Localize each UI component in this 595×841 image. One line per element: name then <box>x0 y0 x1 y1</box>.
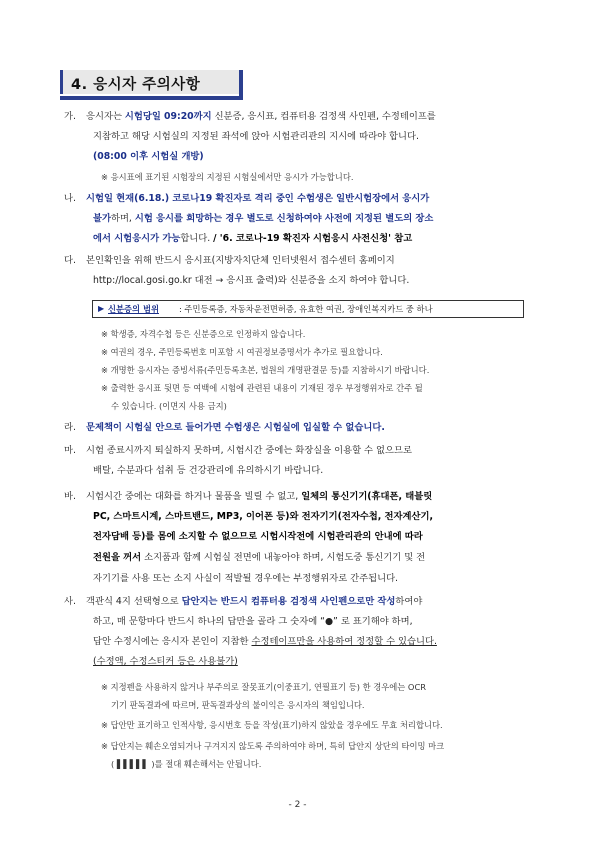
item-na-reference: / '6. 코로나-19 확진자 시험응시 사전신청' 참고 <box>213 233 413 244</box>
item-marker-ba: 바. <box>64 491 76 502</box>
item-na-line-2 <box>93 213 433 225</box>
item-marker-ra: 라. <box>64 422 76 433</box>
item-ba-line-2: PC, 스마트시계, 스마트밴드, MP3, 이어폰 등)와 전자기기(전자수첩, 전자계산기, <box>93 511 433 522</box>
id-range-label: 신분증의 범위 <box>108 304 159 314</box>
item-sa-note: ※ 답안만 표기하고 인적사항, 응시번호 등을 작성(표기)하지 않았을 경우에도 무효 처리합니다. <box>101 720 443 730</box>
item-sa-text: 객관식 4지 선택형으로 <box>86 596 182 607</box>
item-na-emph: 불가 <box>93 213 111 224</box>
item-sa-note: ※ 답안지는 훼손오염되거나 구겨지지 않도록 주의하여야 하며, 특히 답안지 상단의 타이밍 마크 <box>101 741 445 751</box>
item-sa-note: ※ 지정펜을 사용하지 않거나 부주의로 잘못표기(이중표기, 연필표기 등) 한 경우에는 OCR <box>101 682 427 692</box>
section-header <box>60 70 239 94</box>
item-sa-text: 답안 수정시에는 응시자 본인이 지참한 <box>93 636 252 647</box>
item-marker-ma: 마. <box>64 445 76 456</box>
item-sa-note: ( ▌▌▌▌▌ )를 절대 훼손해서는 안됩니다. <box>111 759 262 769</box>
triangle-icon: ▶ <box>98 304 105 313</box>
item-ba-line-1 <box>86 491 432 503</box>
item-na-text: 하며, <box>110 213 135 224</box>
item-ga-line-2: 지참하고 해당 시험실의 지정된 좌석에 앉아 시험관리관의 지시에 따라야 합니다. <box>93 131 419 142</box>
item-ma-line-1: 시험 종료시까지 퇴실하지 못하며, 시험시간 중에는 화장실을 이용할 수 없으므로 <box>86 445 412 456</box>
item-ga-note: ※ 응시표에 표기된 시험장의 지정된 시험실에서만 응시가 가능합니다. <box>101 172 354 182</box>
item-ga-deadline: 시험당일 09:20까지 <box>124 111 212 122</box>
item-ba-emph: 일체의 통신기기(휴대폰, 태블릿 <box>301 491 433 502</box>
id-range-box <box>92 300 524 318</box>
item-marker-sa: 사. <box>64 596 76 607</box>
item-ba-emph: 전원을 꺼서 <box>93 552 142 563</box>
item-sa-line-3 <box>93 636 437 648</box>
item-na-line-1: 시험일 현재(6.18.) 코로나19 확진자로 격리 중인 수험생은 일반시험장에서 응시가 <box>86 193 430 204</box>
item-sa-underlined: 수정테이프만을 사용하여 정정할 수 있습니다. <box>251 636 437 647</box>
item-na-emph: 시험 응시를 희망하는 경우 별도로 신청하여야 사전에 지정된 별도의 장소 <box>134 213 434 224</box>
item-ba-line-3: 전자담배 등)를 몸에 소지할 수 없으므로 시험시작전에 시험관리관의 안내에 따라 <box>93 531 423 542</box>
item-da-note: ※ 개명한 응시자는 증빙서류(주민등록초본, 법원의 개명판결문 등)를 지참하시기 바랍니다. <box>101 365 430 375</box>
item-ba-line-5: 자기기를 사용 또는 소지 사실이 적발될 경우에는 부정행위자로 간주됩니다. <box>93 573 399 584</box>
item-marker-ga: 가. <box>64 111 76 122</box>
item-da-note: ※ 출력한 응시표 뒷면 등 여백에 시험에 관련된 내용이 기재된 경우 부정행위자로 간주 될 <box>101 383 423 393</box>
item-ma-line-2: 배탈, 수분과다 섭취 등 건강관리에 유의하시기 바랍니다. <box>93 465 324 476</box>
id-range-text: : 주민등록증, 자동차운전면허증, 유효한 여권, 장애인복지카드 중 하나 <box>179 304 433 314</box>
item-ga-line-3: (08:00 이후 시험실 개방) <box>93 151 204 162</box>
item-da-note: ※ 학생증, 자격수첩 등은 신분증으로 인정하지 않습니다. <box>101 329 306 339</box>
header-accent-bottom <box>60 96 243 100</box>
item-sa-line-4: (수정액, 수정스티커 등은 사용불가) <box>93 656 238 667</box>
item-na-line-3 <box>93 233 412 245</box>
item-da-line-2: http://local.gosi.go.kr 대전 → 응시표 출력)와 신분증을 소지 하여야 합니다. <box>93 275 410 286</box>
item-na-emph: 에서 시험응시가 가능 <box>93 233 181 244</box>
item-ga-line-1 <box>86 111 436 123</box>
item-sa-note: 기기 판독결과에 따르며, 판독결과상의 불이익은 응시자의 책임입니다. <box>111 700 365 710</box>
item-sa-text: 하여야 <box>395 596 423 607</box>
item-sa-line-1 <box>86 596 422 608</box>
item-ba-text: 시험시간 중에는 대화를 하거나 물품을 빌릴 수 없고, <box>86 491 302 502</box>
item-ra-line-1: 문제책이 시험실 안으로 들어가면 수험생은 시험실에 입실할 수 없습니다. <box>86 422 385 433</box>
item-sa-emph: 답안지는 반드시 컴퓨터용 검정색 사인펜으로만 작성 <box>181 596 396 607</box>
item-da-line-1: 본인확인을 위해 반드시 응시표(지방자치단체 인터넷원서 접수센터 홈페이지 <box>86 255 395 266</box>
item-da-note: 수 있습니다. (이면지 사용 금지) <box>111 401 227 411</box>
item-ba-text: 소지품과 함께 시험실 전면에 내놓아야 하며, 시험도중 통신기기 및 전 <box>141 552 426 563</box>
item-na-text: 합니다. <box>180 233 214 244</box>
item-marker-na: 나. <box>64 193 76 204</box>
item-da-note: ※ 여권의 경우, 주민등록번호 미포함 시 여권정보증명서가 추가로 필요합니다. <box>101 347 383 357</box>
item-ba-line-4 <box>93 552 425 564</box>
item-ga-text: 신분증, 응시표, 컴퓨터용 검정색 사인펜, 수정테이프를 <box>211 111 436 122</box>
page-number: - 2 - <box>288 800 307 810</box>
section-title: 4. 응시자 주의사항 <box>71 77 201 93</box>
item-marker-da: 다. <box>64 255 76 266</box>
item-ga-text: 응시자는 <box>86 111 125 122</box>
item-sa-line-2: 하고, 매 문항마다 반드시 하나의 답만을 골라 그 숫자에 “●” 로 표기해야 하며, <box>93 616 413 627</box>
